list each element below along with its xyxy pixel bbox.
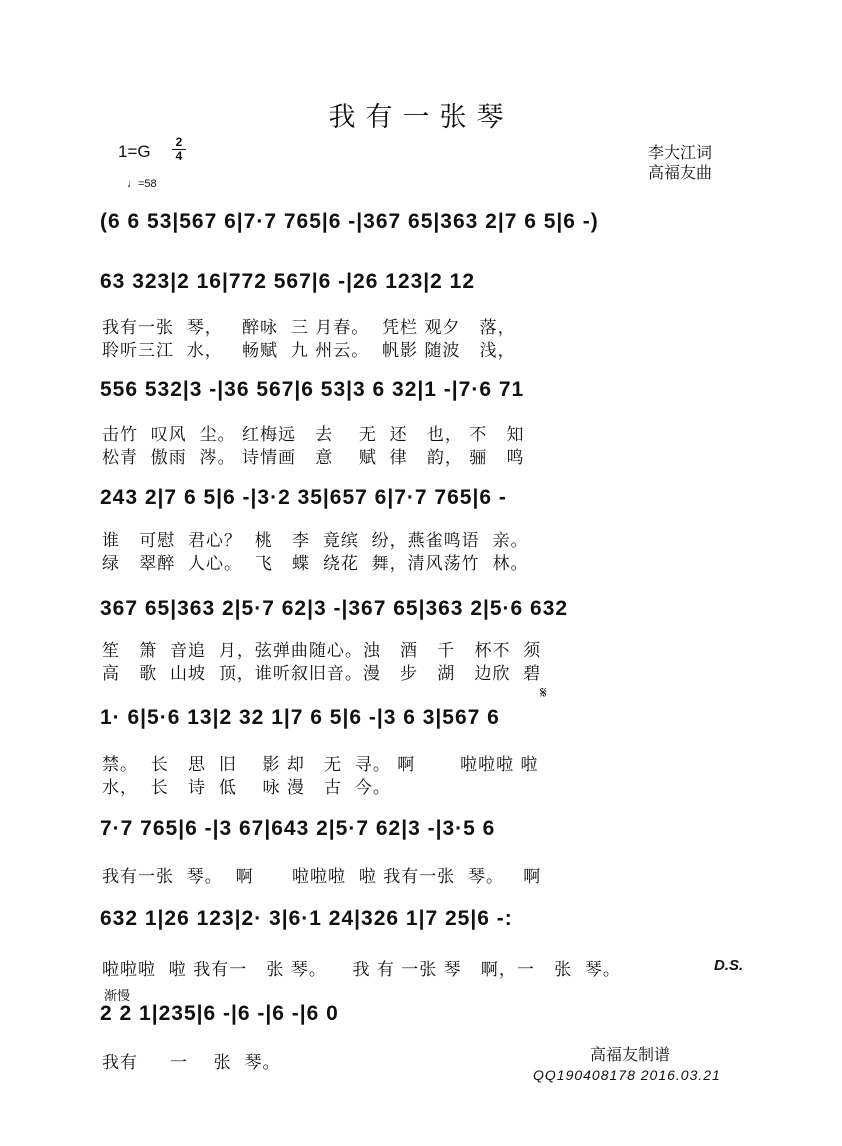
time-signature	[172, 136, 186, 163]
song-title: 我有一张琴	[328, 102, 514, 133]
score-system-1	[100, 208, 750, 253]
lyric-line: 谁 可慰 君心？ 桃 李 竟缤 纷，燕雀鸣语 亲。	[102, 531, 529, 551]
score-system-7	[100, 815, 750, 860]
notation-line: 7·7 765|6 -|3 67|643 2|5·7 62|3 -|3·5 6	[100, 817, 496, 840]
key-signature: 1=G	[118, 142, 151, 161]
lyric-line: 击竹 叹风 尘。 红梅远 去 无 还 也， 不 知	[102, 425, 525, 445]
lyric-line: 聆听三江 水， 畅赋 九 州云。 帆影 随波 浅，	[102, 341, 516, 361]
lyric-line: 松青 傲雨 涔。 诗情画 意 赋 律 韵， 骊 鸣	[102, 448, 525, 468]
notation-line: 556 532|3 -|36 567|6 53|3 6 32|1 -|7·6 71	[100, 378, 525, 401]
notation-line: 243 2|7 6 5|6 -|3·2 35|657 6|7·7 765|6 -	[100, 486, 507, 509]
notation-line: (6 6 53|567 6|7·7 765|6 -|367 65|363 2|7 6 5|6 -)	[100, 210, 599, 233]
composer-credit: 高福友曲	[648, 163, 713, 182]
lyric-line: 绿 翠醉 人心。 飞 蝶 绕花 舞，清风荡竹 林。	[102, 554, 529, 574]
arranger-credit: 高福友制谱	[590, 1045, 671, 1064]
ritardando-marking: 渐慢	[104, 988, 131, 1003]
lyricist-credit: 李大江词	[648, 143, 713, 162]
score-system-4	[100, 484, 750, 529]
score-system-6	[100, 704, 750, 749]
lyric-line: 水， 长 诗 低 咏 漫 古 今。	[102, 778, 391, 798]
notation-line: 2 2 1|235|6 -|6 -|6 -|6 0	[100, 1002, 339, 1025]
score-system-3	[100, 376, 750, 421]
lyric-line: 我有一张 琴。 啊 啦啦啦 啦 我有一张 琴。 啊	[102, 867, 542, 887]
contact-date: QQ190408178 2016.03.21	[533, 1067, 721, 1083]
ds-marking: D.S.	[714, 957, 744, 974]
notation-line: 367 65|363 2|5·7 62|3 -|367 65|363 2|5·6 632	[100, 597, 569, 620]
score-system-8	[100, 905, 750, 950]
lyric-line: 我有一张 琴， 醉咏 三 月春。 凭栏 观夕 落，	[102, 318, 516, 338]
score-system-9	[100, 1000, 750, 1045]
lyric-line: 禁。 长 思 旧 影 却 无 寻。 啊 啦啦啦 啦	[102, 755, 539, 775]
lyric-line: 我有 一 张 琴。	[102, 1053, 281, 1073]
time-signature-bottom: 4	[175, 149, 183, 163]
time-signature-top: 2	[175, 135, 183, 149]
lyric-line: 高 歌 山坡 顶，谁听叙旧音。漫 步 湖 边欣 碧	[102, 664, 542, 684]
score-system-2	[100, 268, 750, 313]
notation-line: 632 1|26 123|2· 3|6·1 24|326 1|7 25|6 -:	[100, 907, 513, 930]
notation-line: 63 323|2 16|772 567|6 -|26 123|2 12	[100, 270, 475, 293]
lyric-line: 笙 箫 音追 月，弦弹曲随心。浊 酒 千 杯不 须	[102, 641, 542, 661]
notation-line: 1· 6|5·6 13|2 32 1|7 6 5|6 -|3 6 3|567 6	[100, 706, 500, 729]
segno-sign: 𝄋	[540, 685, 547, 702]
tempo-marking: ♩=58	[127, 178, 157, 190]
lyric-line: 啦啦啦 啦 我有一 张 琴。 我 有 一张 琴 啊，一 张 琴。	[102, 960, 621, 980]
score-system-5	[100, 595, 750, 640]
